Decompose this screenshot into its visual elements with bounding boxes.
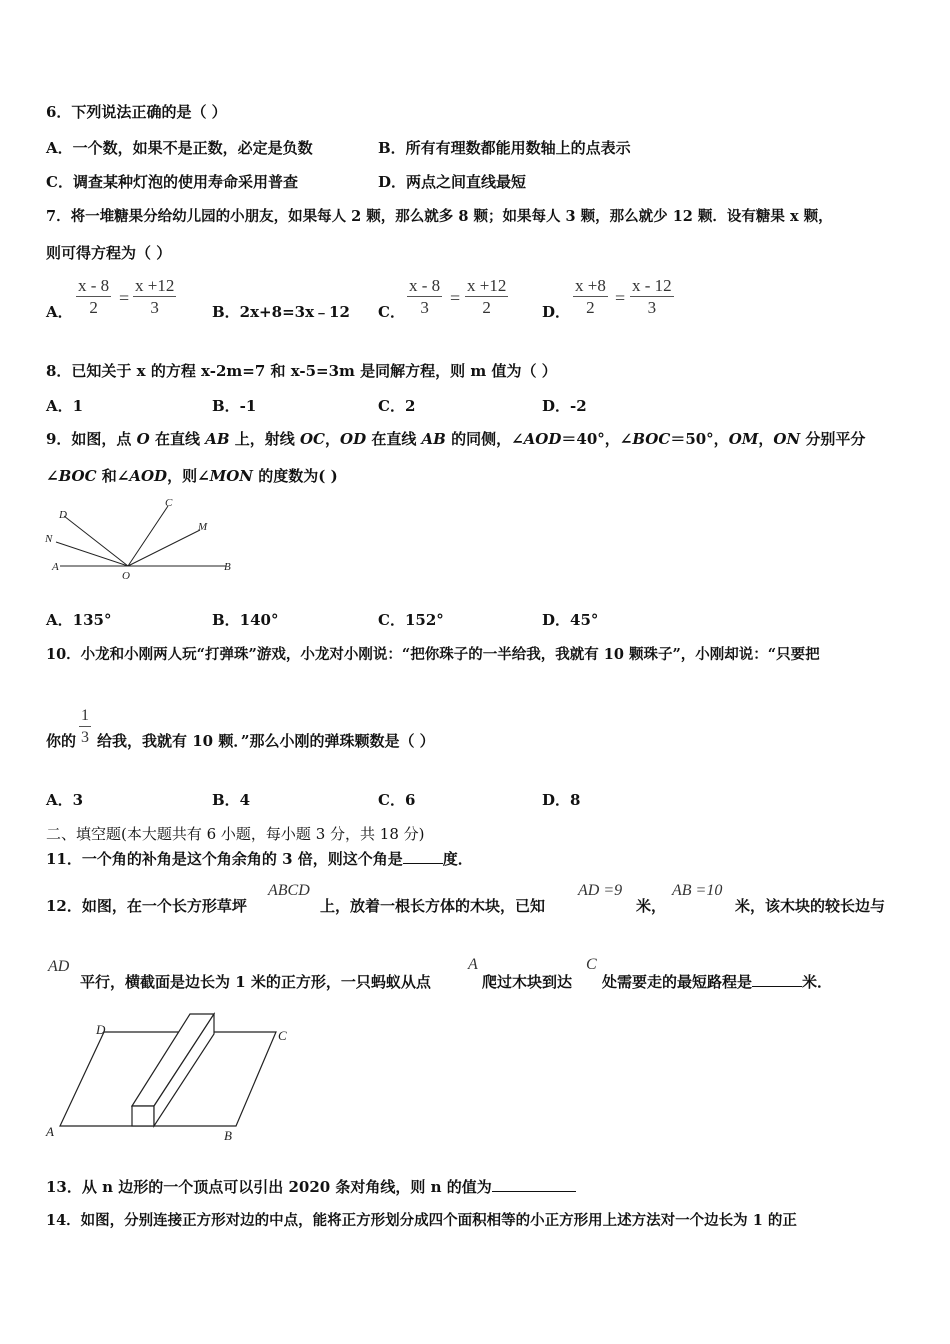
q12-point-a: A	[468, 956, 478, 973]
fig-label-c: C	[278, 1028, 287, 1043]
q12-ad-value: AD =9	[578, 882, 623, 899]
q12-ad: AD	[48, 958, 70, 975]
q12-abcd: ABCD	[268, 882, 310, 899]
q11-answer-blank[interactable]	[403, 849, 443, 864]
q8-option-b: B．-1	[212, 397, 257, 415]
q12-ab-value: AB =10	[672, 882, 723, 899]
q12-point-c: C	[586, 956, 597, 973]
fig-label-d: D	[96, 1022, 106, 1037]
q7-a-fraction-2: $\frac{x +12}{3}$	[135, 276, 175, 317]
q13-stem: 13．从 n 边形的一个顶点可以引出 2020 条对角线，则 n 的值为	[46, 1177, 576, 1197]
ray-om	[128, 530, 200, 566]
q7-option-d-label: D．	[542, 303, 571, 321]
q7-c-fraction-2: $\frac{x +12}{2}$	[467, 276, 507, 317]
q7-stem-line1: 7．将一堆糖果分给幼儿园的小朋友，如果每人 2 颗，那么就多 8 颗；如果每人 3 颗，那么就少 12 颗．设有糖果 x 颗，	[46, 208, 833, 225]
fig-label-a: A	[52, 561, 59, 573]
q10-option-a: A．3	[46, 791, 84, 809]
q9-option-d: D．45°	[542, 611, 599, 629]
q8-option-d: D．-2	[542, 397, 587, 415]
q12-stem-part3: 米，	[636, 897, 667, 915]
ray-on	[56, 542, 128, 566]
q9-stem-line2: ∠BOC 和∠AOD，则∠MON 的度数为( )	[46, 467, 338, 485]
q8-option-c: C．2	[378, 397, 416, 415]
fig-label-b: B	[224, 1128, 232, 1143]
q12-stem-part4: 米，该木块的较长边与	[735, 897, 886, 915]
q7-c-equals: =	[450, 288, 461, 308]
fig-label-d: D	[59, 509, 67, 521]
q7-c-fraction-1: $\frac{x - 8}{3}$	[409, 276, 441, 317]
q9-option-b: B．140°	[212, 611, 279, 629]
q7-option-b: B．2x+8=3x﹣12	[212, 303, 350, 321]
q6-option-d: D．两点之间直线最短	[378, 173, 527, 191]
section-2-heading: 二、填空题(本大题共有 6 小题，每小题 3 分，共 18 分)	[46, 825, 425, 843]
q6-stem: 6．下列说法正确的是（ ）	[46, 103, 227, 121]
q14-stem: 14．如图，分别连接正方形对边的中点，能将正方形划分成四个面积相等的小正方形用上述方法对一个边长为 1 的正	[46, 1212, 797, 1229]
fig-label-a: A	[46, 1124, 54, 1139]
q9-option-c: C．152°	[378, 611, 444, 629]
q12-answer-blank[interactable]	[752, 972, 802, 987]
q10-stem-part-b: 给我，我就有 10 颗．”那么小刚的弹珠颗数是（ ）	[97, 732, 435, 750]
q9-angle-figure	[40, 492, 240, 584]
q6-option-a: A．一个数，如果不是正数，必定是负数	[46, 139, 313, 157]
q10-option-d: D．8	[542, 791, 581, 809]
q6-option-b: B．所有有理数都能用数轴上的点表示	[378, 139, 631, 157]
q13-answer-blank[interactable]	[492, 1177, 576, 1192]
q12-stem-part6: 爬过木块到达	[482, 973, 573, 991]
q10-option-c: C．6	[378, 791, 416, 809]
q12-stem-part2: 上，放着一根长方体的木块，已知	[320, 897, 546, 915]
q6-option-c: C．调查某种灯泡的使用寿命采用普查	[46, 173, 298, 191]
q10-option-b: B．4	[212, 791, 251, 809]
q10-stem-line1: 10．小龙和小刚两人玩“打弹珠”游戏，小龙对小刚说：“把你珠子的一半给我，我就有 10 颗珠子”，小刚却说：“只要把	[46, 646, 820, 663]
q7-d-fraction-2: $\frac{x - 12}{3}$	[632, 276, 672, 317]
q7-a-fraction-1: $\frac{x - 8}{2}$	[78, 276, 110, 317]
q7-d-fraction-1: $\frac{x +8}{2}$	[575, 276, 606, 317]
q10-stem-part-a: 你的	[46, 732, 77, 750]
q7-stem-line2: 则可得方程为（ ）	[46, 244, 172, 262]
ray-oc	[128, 506, 168, 566]
q8-stem: 8．已知关于 x 的方程 x-2m=7 和 x-5=3m 是同解方程，则 m 值为（ ）	[46, 362, 557, 380]
fig-label-m: M	[198, 521, 208, 533]
fig-label-o: O	[122, 570, 130, 582]
ray-od	[64, 516, 128, 566]
q7-a-equals: =	[119, 288, 130, 308]
block-front	[132, 1106, 154, 1126]
q12-lawn-figure	[40, 1010, 300, 1145]
q7-option-c-label: C．	[378, 303, 405, 321]
fig-label-b: B	[224, 561, 231, 573]
q12-stem-part5: 平行，横截面是边长为 1 米的正方形，一只蚂蚁从点	[80, 973, 431, 991]
q12-stem-part7: 处需要走的最短路程是 米．	[602, 973, 833, 991]
q7-d-equals: =	[615, 288, 626, 308]
q8-option-a: A．1	[46, 397, 84, 415]
q7-option-a-label: A．	[46, 303, 73, 321]
q9-option-a: A．135°	[46, 611, 112, 629]
fig-label-c: C	[165, 497, 173, 509]
q12-stem-part1: 12．如图，在一个长方形草坪	[46, 897, 247, 915]
q9-stem-line1: 9．如图，点 O 在直线 AB 上，射线 OC，OD 在直线 AB 的同侧，∠AOD＝40°，∠BOC＝50°，OM，ON 分别平分	[46, 430, 866, 448]
fig-label-n: N	[45, 533, 53, 545]
q10-fraction: $\frac{1}{3}$	[81, 707, 89, 746]
q11-stem: 11．一个角的补角是这个角余角的 3 倍，则这个角是 度．	[46, 850, 473, 868]
